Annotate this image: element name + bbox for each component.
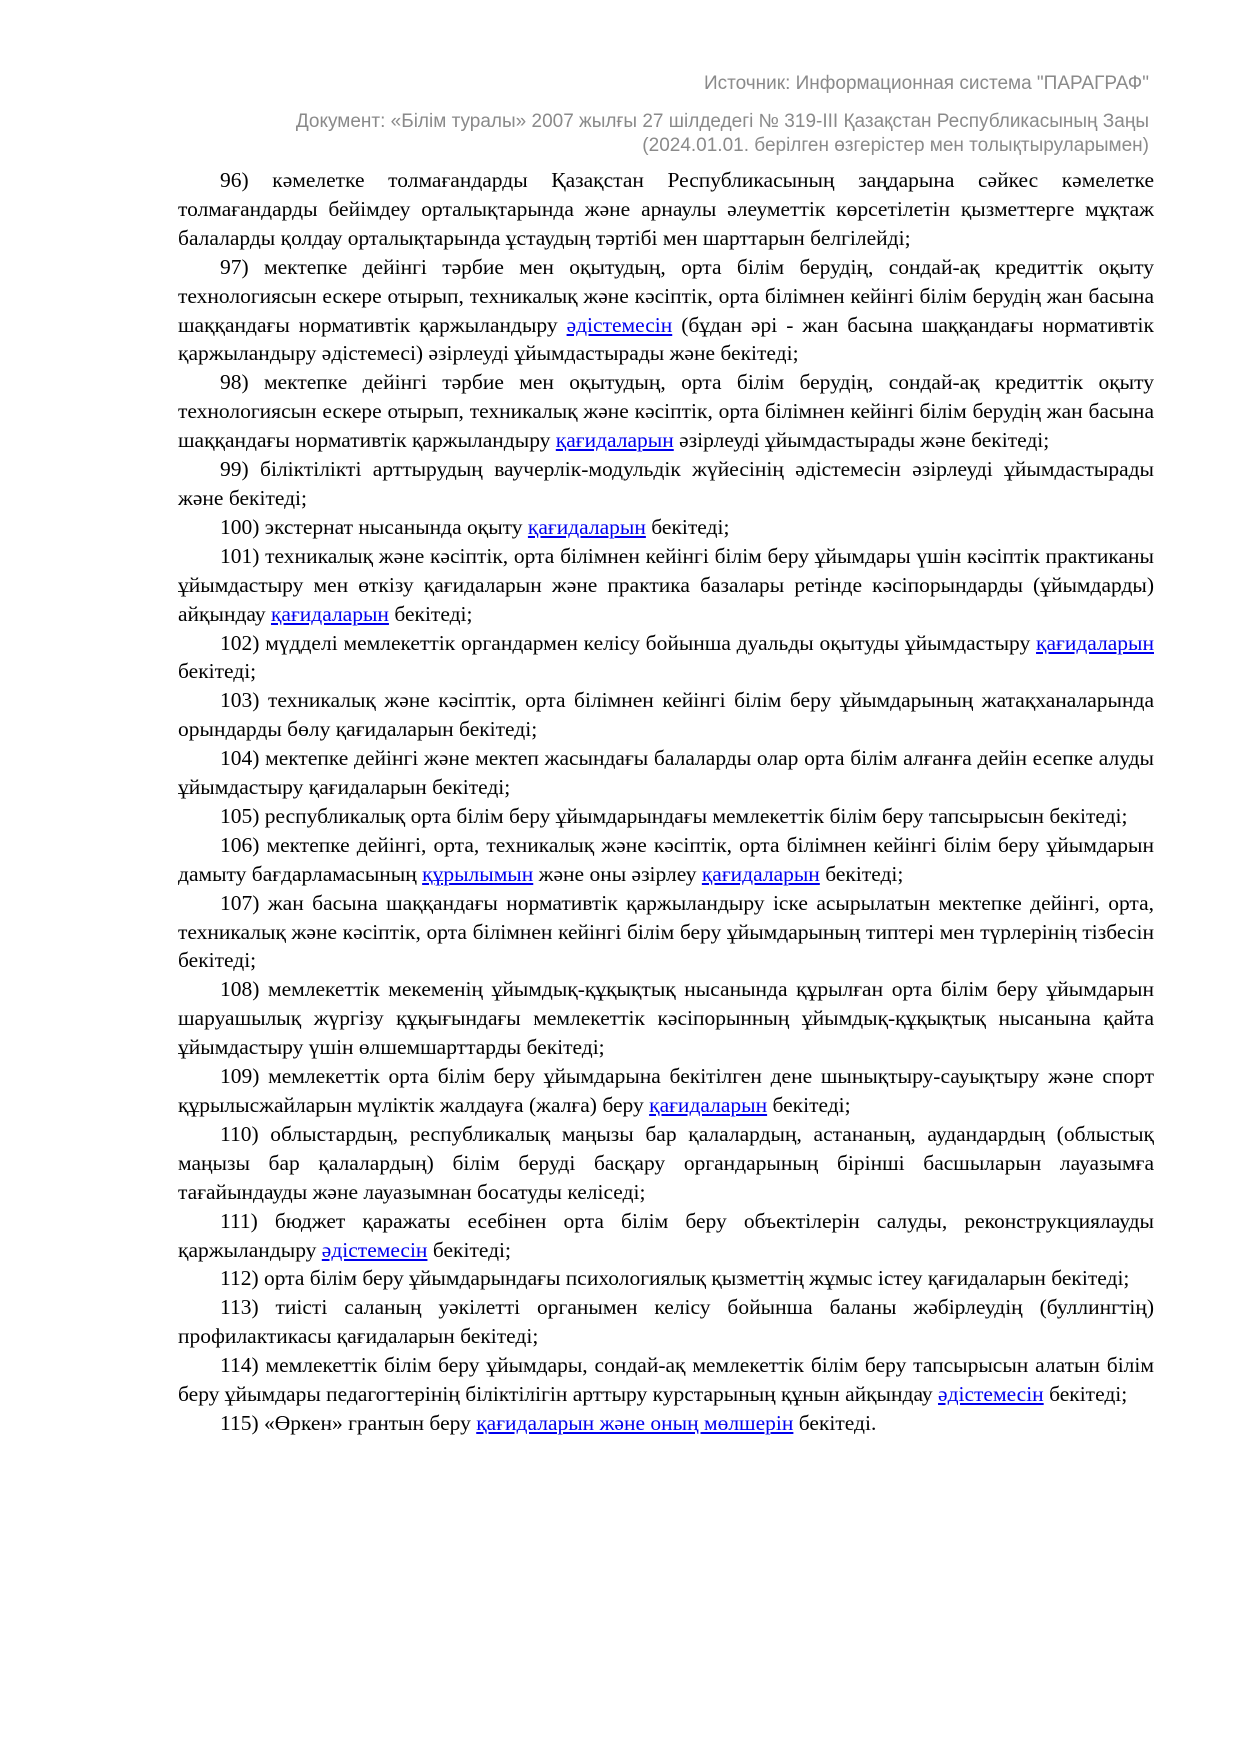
paragraph-text: 101) техникалық және кәсіптік, орта білімнен кейінгі білім беру ұйымдары үшін кәсіптік практиканы ұйымдастыру мен өткізу қағидаларын және практика базалары ретінде кәсіпорындарды (ұйымдарды) айқындау bbox=[178, 543, 1154, 626]
document-link[interactable]: әдістемесін bbox=[321, 1237, 428, 1262]
paragraph-text: 100) экстернат нысанында оқыту bbox=[220, 514, 528, 539]
list-item bbox=[178, 542, 1154, 629]
paragraph-text: бекітеді; bbox=[819, 861, 904, 886]
list-item bbox=[178, 744, 1154, 802]
paragraph-text: бекітеді; bbox=[767, 1093, 851, 1117]
list-item bbox=[178, 1120, 1154, 1207]
paragraph-text: 99) біліктілікті арттырудың ваучерлік-модульдік жүйесінің әдістемесін әзірлеуді ұйымдастырады және бекітеді; bbox=[178, 457, 1154, 510]
paragraph-text: 107) жан басына шаққандағы нормативтік қаржыландыру іске асырылатын мектепке дейінгі, орта, техникалық және кәсіптік, орта білімнен кейінгі білім беру ұйымдарының типтері мен түрлерінің тізбесін бекітеді; bbox=[178, 890, 1154, 973]
paragraph-text: бекітеді. bbox=[793, 1410, 877, 1435]
paragraph-text: 104) мектепке дейінгі және мектеп жасындағы балаларды олар орта білім алғанға дейін есепке алуды ұйымдастыру қағидаларын бекітеді; bbox=[178, 746, 1154, 800]
document-link[interactable]: қағидаларын bbox=[649, 1093, 768, 1117]
source-line: Источник: Информационная система "ПАРАГРАФ" bbox=[703, 73, 1149, 94]
document-body bbox=[178, 166, 1154, 1438]
paragraph-text: 97) мектепке дейінгі тәрбие мен оқытудың, орта білім берудің, сондай-ақ кредиттік оқыту технологиясын ескере отырып, техникалық және кәсіптік, орта білімнен кейінгі білім берудің жан басына шаққандағы нормативтік қаржыландыру bbox=[178, 254, 1154, 337]
paragraph-text: бекітеді; bbox=[1043, 1382, 1128, 1407]
paragraph-text: 108) мемлекеттік мекеменің ұйымдық-құқықтық нысанында құрылған орта білім беру ұйымдарын шаруашылық жүргізу құқығындағы мемлекеттік кәсіпорынның ұйымдық-құқықтық нысанына қайта ұйымдастыру үшін өлшемшарттарды бекітеді; bbox=[178, 977, 1154, 1060]
list-item bbox=[178, 1293, 1154, 1351]
paragraph-text: 105) республикалық орта білім беру ұйымдарындағы мемлекеттік білім беру тапсырысын бекітеді; bbox=[220, 803, 1128, 828]
paragraph-text: бекітеді; bbox=[388, 601, 473, 626]
paragraph-text: 112) орта білім беру ұйымдарындағы психологиялық қызметтің жұмыс істеу қағидаларын бекітеді; bbox=[220, 1266, 1130, 1291]
list-item bbox=[178, 802, 1154, 831]
list-item bbox=[178, 1264, 1154, 1293]
document-link[interactable]: қағидаларын bbox=[1036, 630, 1154, 655]
paragraph-text: 103) техникалық және кәсіптік, орта білімнен кейінгі білім беру ұйымдарының жатақханаларында орындарды бөлу қағидаларын бекітеді; bbox=[178, 688, 1154, 742]
list-item bbox=[178, 1062, 1154, 1120]
paragraph-text: 113) тиісті саланың уәкілетті органымен келісу бойынша баланы жәбірлеудің (буллингтің) профилактикасы қағидаларын бекітеді; bbox=[178, 1295, 1154, 1349]
list-item bbox=[178, 831, 1154, 889]
list-item bbox=[178, 455, 1154, 513]
paragraph-text: 98) мектепке дейінгі тәрбие мен оқытудың, орта білім берудің, сондай-ақ кредиттік оқыту технологиясын ескере отырып, техникалық және кәсіптік, орта білімнен кейінгі білім берудің жан басына шаққандағы нормативтік қаржыландыру bbox=[178, 370, 1154, 453]
list-item bbox=[178, 1351, 1154, 1409]
paragraph-text: 114) мемлекеттік білім беру ұйымдары, сондай-ақ мемлекеттік білім беру тапсырысын алатын білім беру ұйымдары педагогтерінің біліктілігін арттыру курстарының құнын айқындау bbox=[178, 1353, 1154, 1407]
paragraph-text: 111) бюджет қаражаты есебінен орта білім беру объектілерін салуды, реконструкциялауды қаржыландыру bbox=[178, 1208, 1154, 1262]
list-item bbox=[178, 513, 1154, 542]
list-item bbox=[178, 686, 1154, 744]
paragraph-text: 110) облыстардың, республикалық маңызы бар қалалардың, астананың, аудандардың (облыстық маңызы бар қалалардың) білім беруді басқару органдарының бірінші басшыларын лауазымға тағайындауды және лауазымнан босатуды келіседі; bbox=[178, 1121, 1154, 1204]
list-item bbox=[178, 253, 1154, 369]
list-item bbox=[178, 629, 1154, 687]
list-item bbox=[178, 368, 1154, 455]
list-item bbox=[178, 975, 1154, 1062]
paragraph-text: әзірлеуді ұйымдастырады және бекітеді; bbox=[673, 428, 1050, 453]
paragraph-text: 102) мүдделі мемлекеттік органдармен келісу бойынша дуальды оқытуды ұйымдастыру bbox=[220, 630, 1037, 655]
list-item bbox=[178, 889, 1154, 976]
list-item bbox=[178, 1409, 1154, 1438]
document-link[interactable]: әдістемесін bbox=[938, 1382, 1044, 1407]
page-header bbox=[296, 72, 1149, 158]
paragraph-text: бекітеді; bbox=[427, 1237, 511, 1262]
document-link[interactable]: құрылымын bbox=[422, 861, 534, 886]
paragraph-text: 115) «Өркен» грантын беру bbox=[220, 1410, 477, 1435]
document-link[interactable]: қағидаларын bbox=[555, 428, 674, 453]
paragraph-text: 96) кәмелетке толмағандарды Қазақстан Республикасының заңдарына сәйкес кәмелетке толмағандарды бейімдеу орталықтарында және арнаулы әлеуметтік көрсетілетін қызметтерге мұқтаж балаларды қолдау орталықтарында ұстаудың тәртібі мен шарттарын белгілейді; bbox=[178, 168, 1154, 250]
paragraph-text: бекітеді; bbox=[645, 514, 730, 539]
paragraph-text: және оны әзірлеу bbox=[533, 861, 702, 886]
paragraph-text: (бұдан әрі - жан басына шаққандағы нормативтік қаржыландыру әдістемесі) әзірлеуді ұйымдастырады және бекітеді; bbox=[178, 312, 1154, 366]
paragraph-text: 109) мемлекеттік орта білім беру ұйымдарына бекітілген дене шынықтыру-сауықтыру және спорт құрылысжайларын мүліктік жалдауға (жалға) беру bbox=[178, 1064, 1154, 1117]
document-link[interactable]: қағидаларын bbox=[701, 861, 820, 886]
list-item bbox=[178, 1207, 1154, 1265]
document-revision-line: (2024.01.01. берілген өзгерістер мен толықтыруларымен) bbox=[642, 135, 1149, 156]
document-link[interactable]: әдістемесін bbox=[566, 312, 673, 337]
document-title-line: Документ: «Білім туралы» 2007 жылғы 27 шілдедегі № 319-III Қазақстан Республикасының Заңы bbox=[295, 111, 1149, 132]
document-link[interactable]: қағидаларын bbox=[527, 514, 646, 539]
document-link[interactable]: қағидаларын және оның мөлшерін bbox=[476, 1410, 794, 1435]
list-item bbox=[178, 166, 1154, 253]
paragraph-text: бекітеді; bbox=[178, 659, 257, 684]
paragraph-text: 106) мектепке дейінгі, орта, техникалық және кәсіптік, орта білімнен кейінгі білім беру ұйымдарын дамыту бағдарламасының bbox=[178, 832, 1154, 886]
document-link[interactable]: қағидаларын bbox=[270, 601, 389, 626]
